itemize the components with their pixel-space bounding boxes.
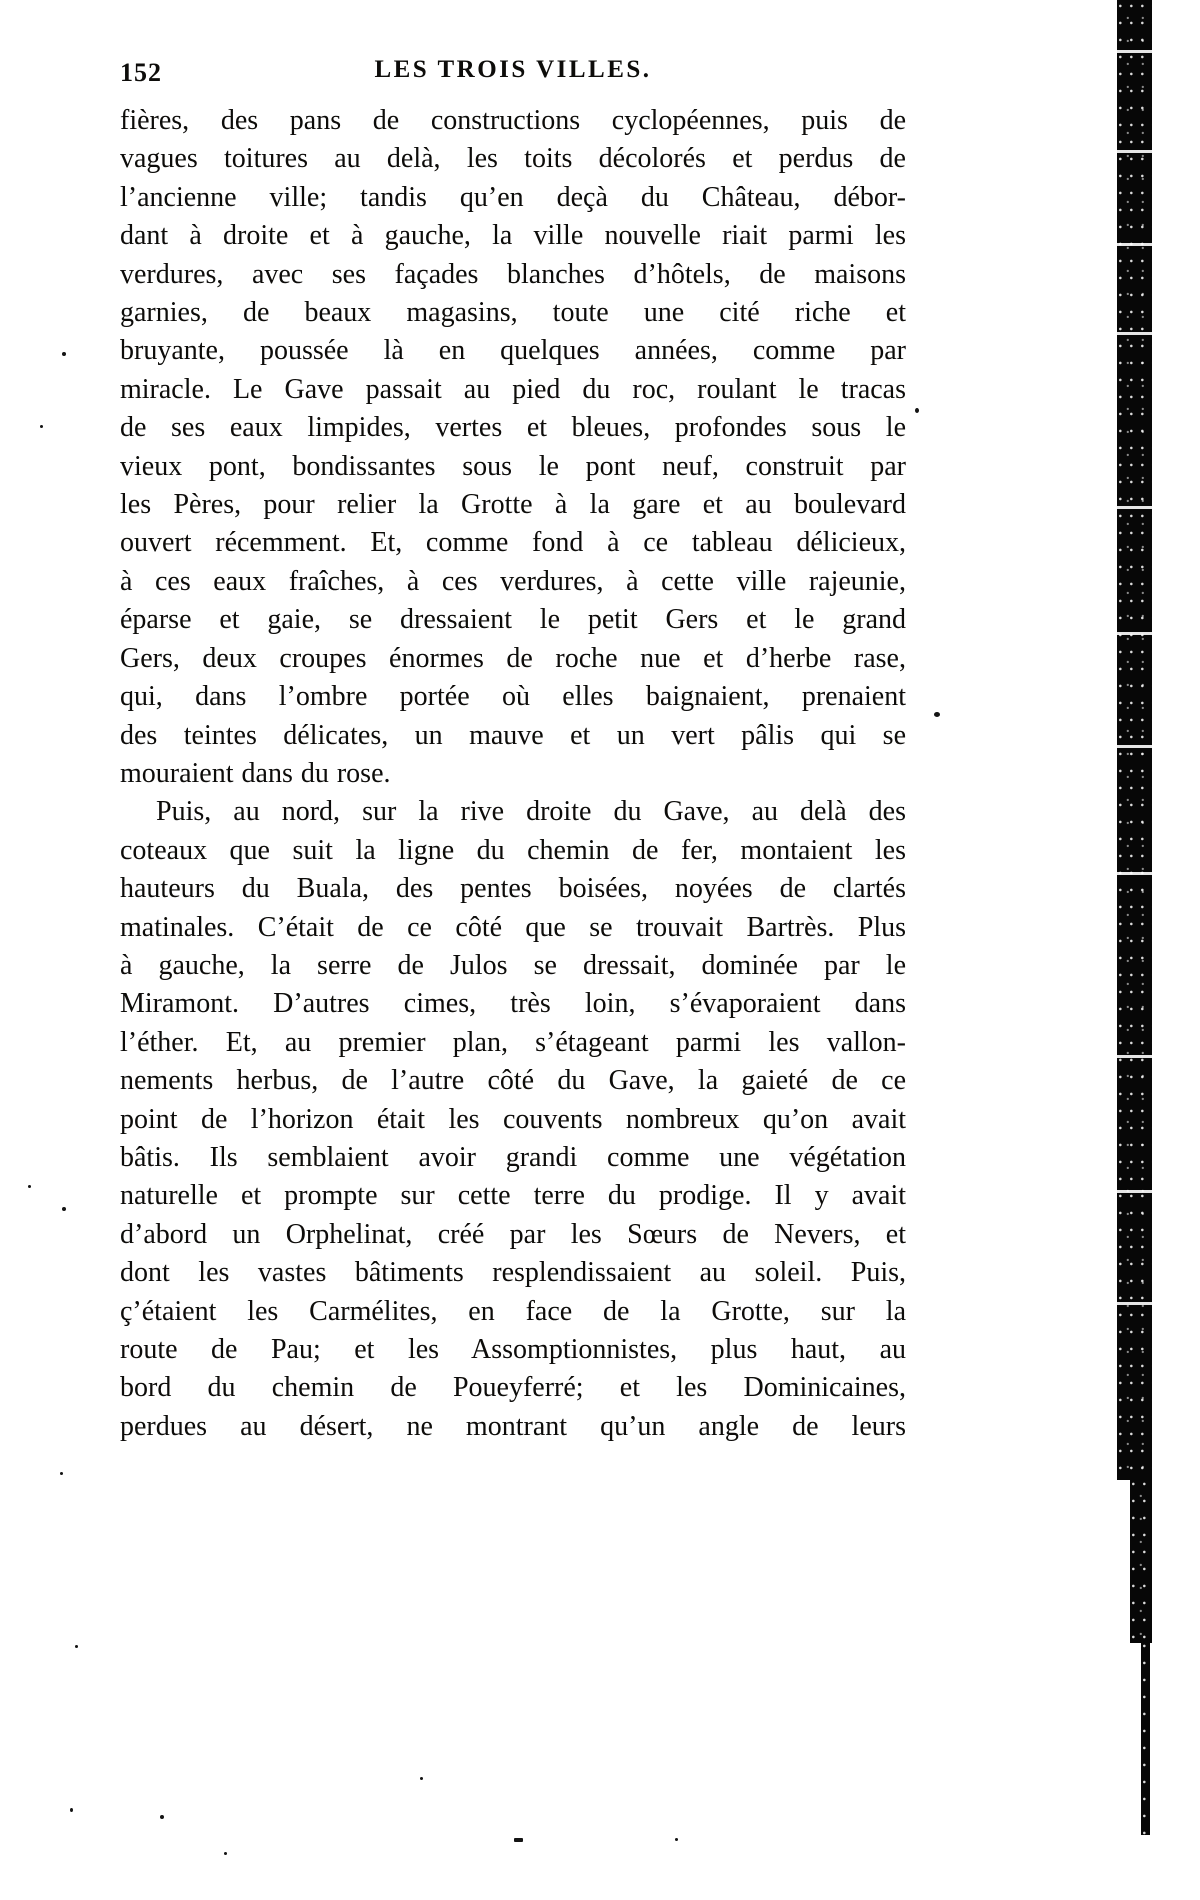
text-line: bord du chemin de Poueyferré; et les Dominicaines, bbox=[120, 1372, 906, 1404]
page-edge-line bbox=[1117, 745, 1152, 748]
page-edge-line bbox=[1117, 1190, 1152, 1193]
scan-speck bbox=[915, 408, 919, 413]
page-number: 152 bbox=[120, 58, 162, 87]
text-line: d’abord un Orphelinat, créé par les Sœurs de Nevers, et bbox=[120, 1218, 906, 1250]
text-line: vagues toitures au delà, les toits décolorés et perdus de bbox=[120, 143, 906, 175]
text-line: de ses eaux limpides, vertes et bleues, profondes sous le bbox=[120, 412, 906, 444]
scan-speck bbox=[160, 1815, 164, 1819]
text-line: Gers, deux croupes énormes de roche nue et d’herbe rase, bbox=[120, 642, 906, 674]
page-edge-line bbox=[1117, 872, 1152, 875]
page-edge-line bbox=[1117, 243, 1152, 246]
text-line: naturelle et prompte sur cette terre du prodige. Il y avait bbox=[120, 1180, 906, 1212]
page-edge-line bbox=[1117, 50, 1152, 53]
running-title: LES TROIS VILLES. bbox=[374, 56, 652, 83]
text-line: mouraient dans du rose. bbox=[120, 757, 391, 789]
text-line: ouvert récemment. Et, comme fond à ce tableau délicieux, bbox=[120, 527, 906, 559]
text-line: point de l’horizon était les couvents nombreux qu’on avait bbox=[120, 1103, 906, 1135]
scan-speck bbox=[60, 1472, 63, 1475]
page-header bbox=[120, 56, 906, 92]
text-line: bâtis. Ils semblaient avoir grandi comme une végétation bbox=[120, 1141, 906, 1173]
book-edge-band-taper bbox=[1130, 1478, 1152, 1643]
text-line: éparse et gaie, se dressaient le petit Gers et le grand bbox=[120, 604, 906, 636]
scan-speck bbox=[70, 1808, 73, 1812]
text-line: vieux pont, bondissantes sous le pont neuf, construit par bbox=[120, 450, 906, 482]
text-line: dant à droite et à gauche, la ville nouvelle riait parmi les bbox=[120, 220, 906, 252]
text-line: Miramont. D’autres cimes, très loin, s’évaporaient dans bbox=[120, 988, 906, 1020]
scan-speck bbox=[62, 352, 66, 356]
text-line: verdures, avec ses façades blanches d’hôtels, de maisons bbox=[120, 258, 906, 290]
scan-speck bbox=[224, 1852, 227, 1855]
text-line: perdues au désert, ne montrant qu’un angle de leurs bbox=[120, 1410, 906, 1442]
scan-speck bbox=[675, 1838, 678, 1841]
text-line: bruyante, poussée là en quelques années, comme par bbox=[120, 335, 906, 367]
page-edge-line bbox=[1117, 1302, 1152, 1305]
text-line: ç’étaient les Carmélites, en face de la Grotte, sur la bbox=[120, 1295, 906, 1327]
scan-speck bbox=[40, 425, 43, 428]
scan-speck bbox=[28, 1185, 31, 1188]
book-edge-band bbox=[1117, 0, 1152, 1480]
text-line: à ces eaux fraîches, à ces verdures, à cette ville rajeunie, bbox=[120, 565, 906, 597]
text-line: matinales. C’était de ce côté que se trouvait Bartrès. Plus bbox=[120, 911, 906, 943]
text-line: qui, dans l’ombre portée où elles baignaient, prenaient bbox=[120, 681, 906, 713]
text-line: nements herbus, de l’autre côté du Gave, la gaieté de ce bbox=[120, 1065, 906, 1097]
book-edge-band-tail bbox=[1141, 1640, 1150, 1835]
text-line: l’éther. Et, au premier plan, s’étageant parmi les vallon- bbox=[120, 1026, 906, 1058]
text-line: route de Pau; et les Assomptionnistes, plus haut, au bbox=[120, 1334, 906, 1365]
text-line: hauteurs du Buala, des pentes boisées, noyées de clartés bbox=[120, 873, 906, 905]
text-line: l’ancienne ville; tandis qu’en deçà du Château, débor- bbox=[120, 181, 906, 213]
page-edge-line bbox=[1117, 632, 1152, 635]
scan-speck bbox=[75, 1645, 78, 1648]
text-line: garnies, de beaux magasins, toute une cité riche et bbox=[120, 297, 906, 329]
scan-speck bbox=[420, 1777, 423, 1780]
body-text bbox=[120, 102, 906, 1446]
text-line: à gauche, la serre de Julos se dressait, dominée par le bbox=[120, 949, 906, 981]
text-line: Puis, au nord, sur la rive droite du Gave, au delà des bbox=[156, 796, 906, 828]
text-line: les Pères, pour relier la Grotte à la gare et au boulevard bbox=[120, 489, 906, 521]
text-line: fières, des pans de constructions cyclopéennes, puis de bbox=[120, 105, 906, 136]
text-line: dont les vastes bâtiments resplendissaient au soleil. Puis, bbox=[120, 1257, 906, 1289]
text-line: miracle. Le Gave passait au pied du roc, roulant le tracas bbox=[120, 373, 906, 405]
scan-speck bbox=[934, 712, 940, 717]
text-line: coteaux que suit la ligne du chemin de fer, montaient les bbox=[120, 834, 906, 866]
page-edge-line bbox=[1117, 150, 1152, 153]
scan-mark-dash bbox=[514, 1838, 523, 1842]
text-line: des teintes délicates, un mauve et un vert pâlis qui se bbox=[120, 719, 906, 751]
page-edge-line bbox=[1117, 506, 1152, 509]
page-edge-line bbox=[1117, 1055, 1152, 1058]
scan-speck bbox=[62, 1207, 66, 1211]
page-edge-line bbox=[1117, 332, 1152, 335]
